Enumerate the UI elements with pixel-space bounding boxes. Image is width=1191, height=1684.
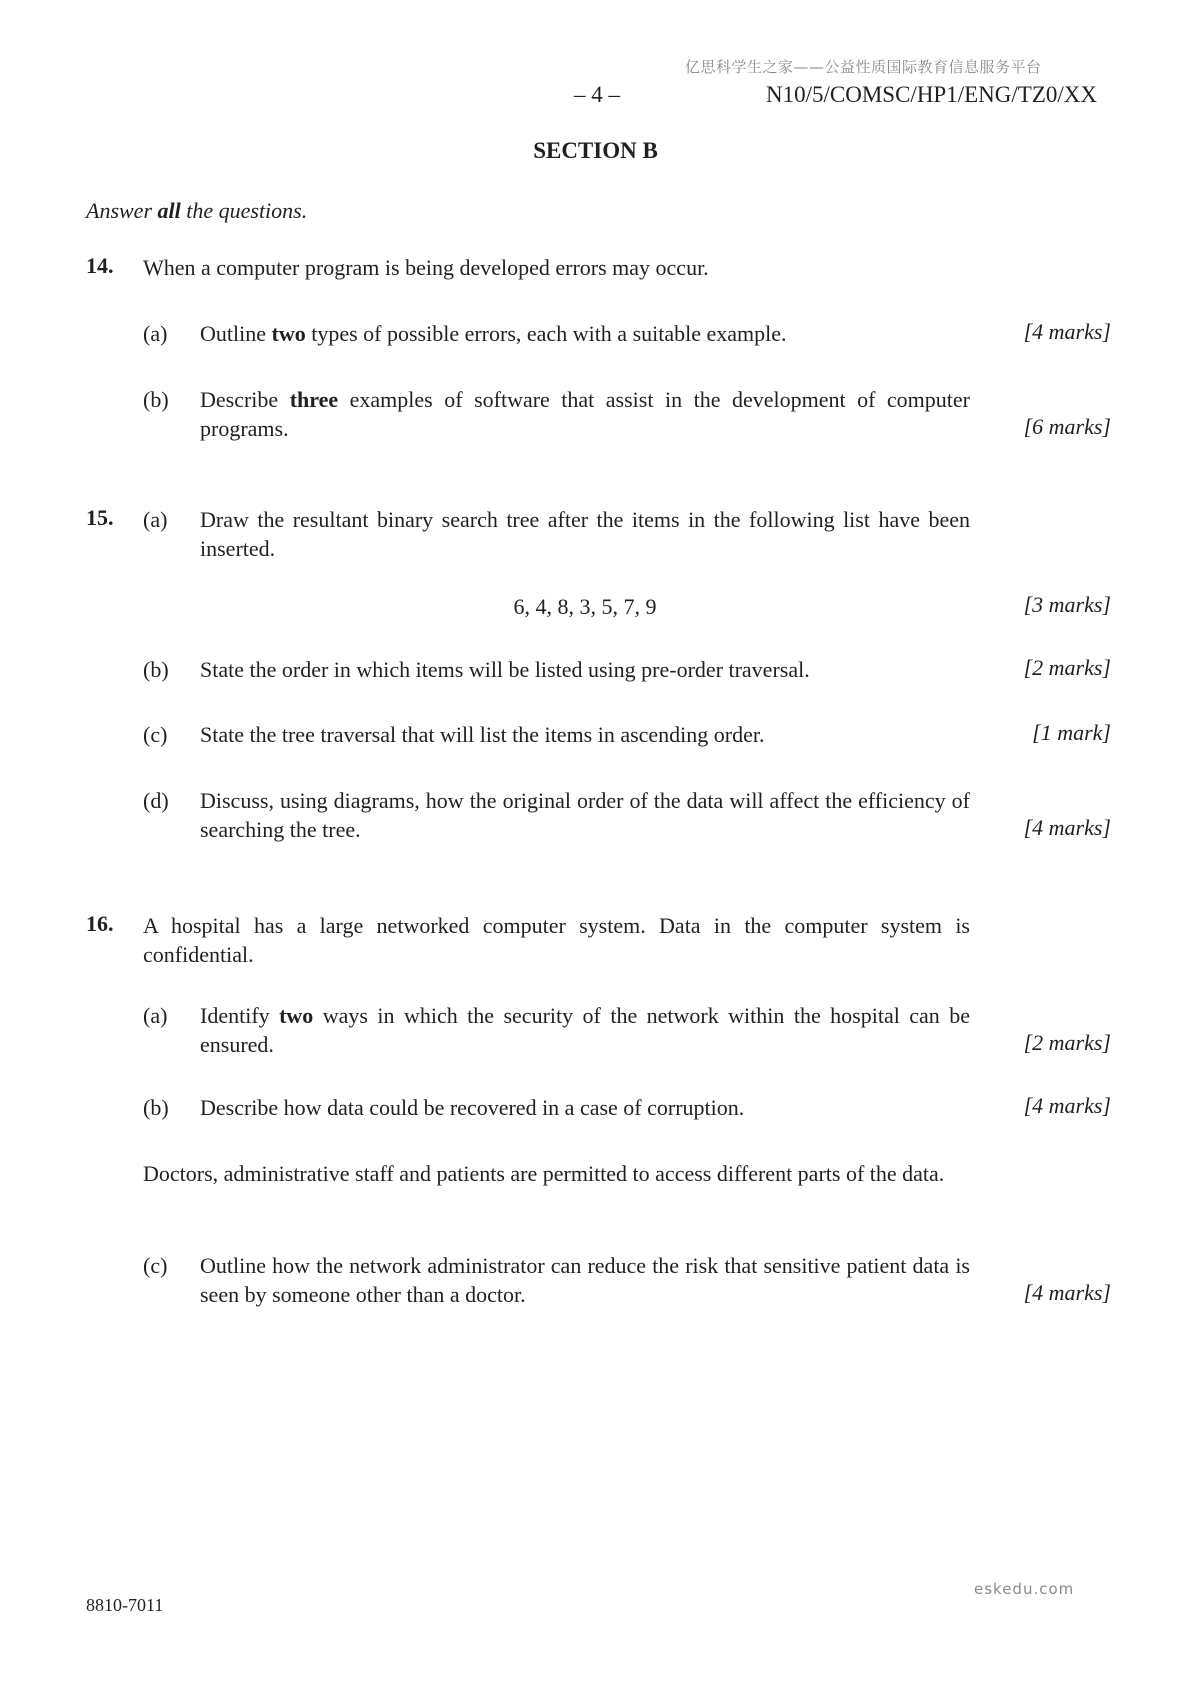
watermark-top: 亿思科学生之家——公益性质国际教育信息服务平台 [685,58,1042,76]
q16-stem: A hospital has a large networked computer system. Data in the computer system is confidential. [143,913,970,967]
q15c-label: (c) [143,722,168,747]
q16b-text: Describe how data could be recovered in a case of corruption. [200,1095,745,1120]
q15a-marks: [3 marks] [1023,592,1111,617]
q16b-marks: [4 marks] [1023,1093,1111,1118]
footer-code: 8810-7011 [86,1595,164,1615]
q16c-text: Outline how the network administrator can reduce the risk that sensitive patient data is seen by someone other than a doctor. [200,1253,970,1307]
q16-context: Doctors, administrative staff and patients are permitted to access different parts of the data. [143,1161,945,1186]
q16-number: 16. [86,911,114,936]
q14a-marks: [4 marks] [1023,319,1111,344]
q16c-marks: [4 marks] [1023,1280,1111,1305]
q16a-pre: Identify [200,1003,280,1028]
page-number: – 4 – [574,82,620,107]
q14a-pre: Outline [200,321,272,346]
q15a-list: 6, 4, 8, 3, 5, 7, 9 [513,594,657,619]
q14a-text [200,319,970,348]
q14b-bold: three [289,387,339,412]
q14a-bold: two [271,321,306,346]
q15b-text: State the order in which items will be listed using pre-order traversal. [200,657,810,682]
q15c-text: State the tree traversal that will list the items in ascending order. [200,722,765,747]
q15-number: 15. [86,505,114,530]
q15d-marks: [4 marks] [1023,815,1111,840]
q16a-post: ways in which the security of the network within the hospital can be ensured. [200,1003,970,1057]
instruction [86,196,307,225]
q16a-bold: two [279,1003,314,1028]
q16a-label: (a) [143,1003,168,1028]
q14a-post: types of possible errors, each with a suitable example. [305,321,787,346]
watermark-bottom: eskedu.com [974,1580,1075,1598]
q14b-marks: [6 marks] [1023,414,1111,439]
q16a-text [200,1001,970,1059]
q15d-label: (d) [143,788,169,813]
q14b-pre: Describe [200,387,290,412]
q14b-label: (b) [143,387,169,412]
section-title: SECTION B [533,138,658,163]
q15a-label: (a) [143,507,168,532]
q15b-marks: [2 marks] [1023,655,1111,680]
q16b-label: (b) [143,1095,169,1120]
q16c-label: (c) [143,1253,168,1278]
q14b-post: examples of software that assist in the development of computer programs. [200,387,970,441]
instruction-post: the questions. [180,198,308,223]
q14a-label: (a) [143,321,168,346]
q15a-text: Draw the resultant binary search tree after the items in the following list have been inserted. [200,507,970,561]
q14-number: 14. [86,253,114,278]
q15c-marks: [1 mark] [1032,720,1111,745]
paper-code: N10/5/COMSC/HP1/ENG/TZ0/XX [766,82,1097,107]
instruction-bold: all [157,198,181,223]
q15b-label: (b) [143,657,169,682]
instruction-pre: Answer [86,198,158,223]
q14-stem: When a computer program is being developed errors may occur. [143,255,709,280]
q14b-text [200,385,970,443]
q16a-marks: [2 marks] [1023,1030,1111,1055]
q15d-text: Discuss, using diagrams, how the original order of the data will affect the efficiency of searching the tree. [200,788,970,842]
